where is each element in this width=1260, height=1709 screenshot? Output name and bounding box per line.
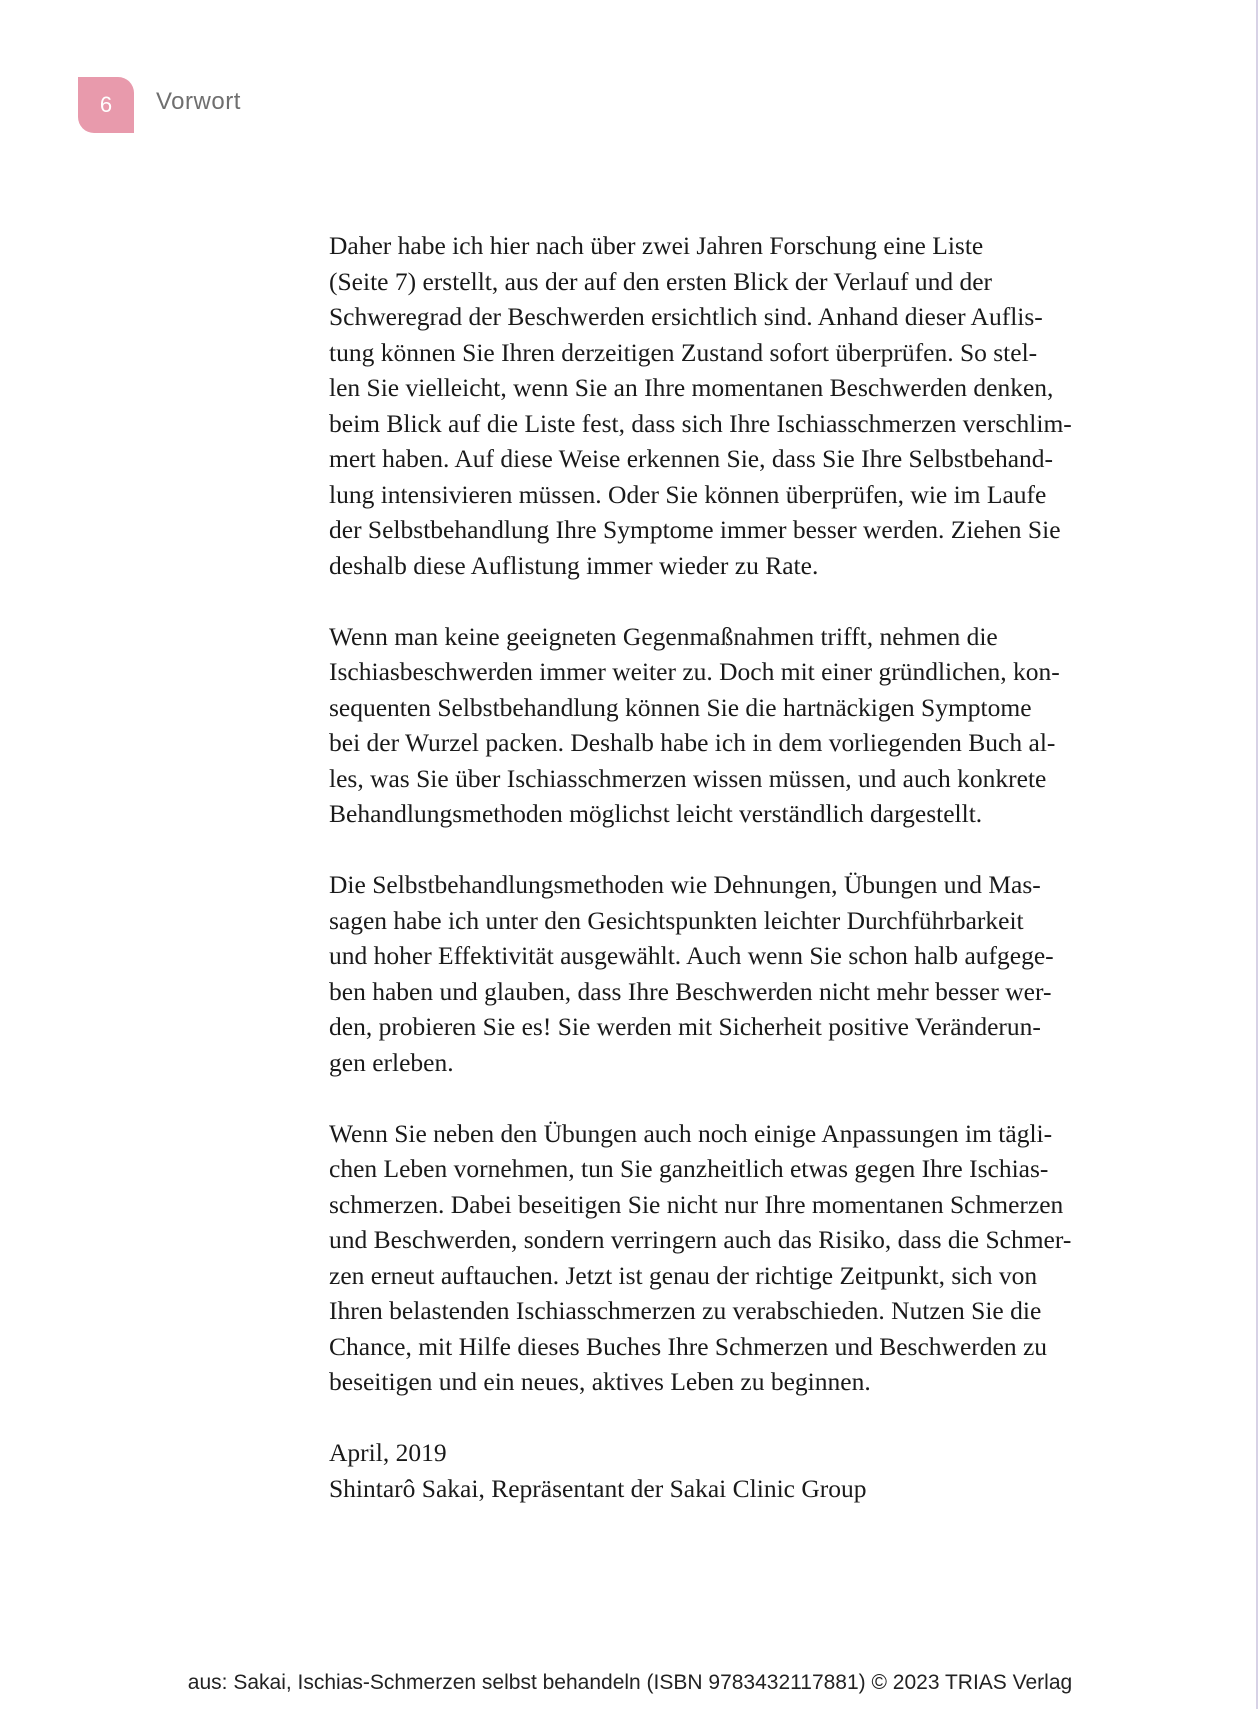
- text-line: bei der Wurzel packen. Deshalb habe ich in dem vorliegenden Buch al-: [329, 728, 1056, 757]
- text-line: Behandlungsmethoden möglichst leicht verständlich dargestellt.: [329, 799, 983, 828]
- signature-block: [329, 1435, 1149, 1506]
- section-title: Vorwort: [156, 88, 241, 115]
- footer-citation: aus: Sakai, Ischias-Schmerzen selbst behandeln (ISBN 9783432117881) © 2023 TRIAS Verlag: [187, 1671, 1073, 1694]
- text-line: mert haben. Auf diese Weise erkennen Sie, dass Sie Ihre Selbstbehand-: [329, 444, 1054, 473]
- text-line: Ihren belastenden Ischiasschmerzen zu verabschieden. Nutzen Sie die: [329, 1296, 1042, 1325]
- signature-date: April, 2019: [329, 1438, 447, 1467]
- page-number: 6: [99, 92, 113, 117]
- text-line: ben haben und glauben, dass Ihre Beschwerden nicht mehr besser wer-: [329, 976, 1052, 1006]
- text-line: gen erleben.: [329, 1047, 454, 1077]
- text-line: und Beschwerden, sondern verringern auch das Risiko, dass die Schmer-: [329, 1225, 1072, 1254]
- paragraph-3: [329, 867, 1149, 1080]
- text-line: les, was Sie über Ischiasschmerzen wissen müssen, und auch konkrete: [329, 763, 1047, 793]
- text-line: Daher habe ich hier nach über zwei Jahren Forschung eine Liste: [329, 231, 984, 260]
- paragraph-2: [329, 619, 1149, 832]
- text-line: len Sie vielleicht, wenn Sie an Ihre momentanen Beschwerden denken,: [329, 373, 1054, 402]
- text-line: beseitigen und ein neues, aktives Leben zu beginnen.: [329, 1367, 871, 1396]
- text-line: der Selbstbehandlung Ihre Symptome immer besser werden. Ziehen Sie: [329, 515, 1061, 544]
- page-number-badge: [78, 77, 134, 133]
- text-line: Wenn man keine geeigneten Gegenmaßnahmen trifft, nehmen die: [329, 621, 998, 651]
- text-line: zen erneut auftauchen. Jetzt ist genau der richtige Zeitpunkt, sich von: [329, 1260, 1038, 1290]
- text-line: Ischiasbeschwerden immer weiter zu. Doch mit einer gründlichen, kon-: [329, 657, 1060, 686]
- paragraph-1: [329, 228, 1149, 583]
- text-line: Die Selbstbehandlungsmethoden wie Dehnungen, Übungen und Mas-: [329, 870, 1041, 899]
- page-edge-rule: [1256, 0, 1258, 1709]
- text-line: (Seite 7) erstellt, aus der auf den ersten Blick der Verlauf und der: [329, 266, 992, 296]
- text-line: chen Leben vornehmen, tun Sie ganzheitlich etwas gegen Ihre Ischias-: [329, 1154, 1049, 1183]
- text-line: sequenten Selbstbehandlung können Sie die hartnäckigen Symptome: [329, 692, 1032, 722]
- text-line: Schweregrad der Beschwerden ersichtlich sind. Anhand dieser Auflis-: [329, 302, 1043, 331]
- text-line: deshalb diese Auflistung immer wieder zu Rate.: [329, 550, 819, 580]
- body-text: [329, 228, 1149, 1542]
- text-line: lung intensivieren müssen. Oder Sie können überprüfen, wie im Laufe: [329, 479, 1047, 509]
- text-line: tung können Sie Ihren derzeitigen Zustand sofort überprüfen. So stel-: [329, 337, 1038, 367]
- text-line: Chance, mit Hilfe dieses Buches Ihre Schmerzen und Beschwerden zu: [329, 1331, 1048, 1361]
- paragraph-4: [329, 1116, 1149, 1400]
- text-line: und hoher Effektivität ausgewählt. Auch wenn Sie schon halb aufgege-: [329, 941, 1054, 970]
- text-line: Wenn Sie neben den Übungen auch noch einige Anpassungen im tägli-: [329, 1118, 1053, 1148]
- text-line: den, probieren Sie es! Sie werden mit Sicherheit positive Veränderun-: [329, 1012, 1041, 1041]
- text-line: sagen habe ich unter den Gesichtspunkten leichter Durchführbarkeit: [329, 905, 1024, 935]
- signature-author: Shintarô Sakai, Repräsentant der Sakai Clinic Group: [329, 1473, 867, 1503]
- text-line: schmerzen. Dabei beseitigen Sie nicht nur Ihre momentanen Schmerzen: [329, 1189, 1064, 1219]
- text-line: beim Blick auf die Liste fest, dass sich Ihre Ischiasschmerzen verschlim-: [329, 408, 1072, 438]
